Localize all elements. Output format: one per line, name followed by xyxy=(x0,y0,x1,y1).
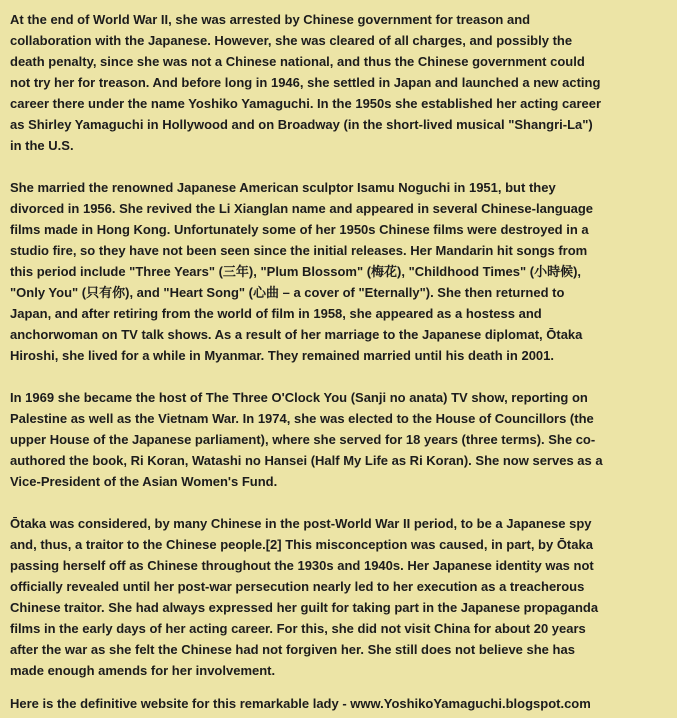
text-line: Ōtaka was considered, by many Chinese in the post-World War II period, to be a Japanese spy xyxy=(10,516,592,531)
text-line: films in the early days of her acting career. For this, she did not visit China for about 20 years xyxy=(10,621,586,636)
text-line: in the U.S. xyxy=(10,138,74,153)
text-line: studio fire, so they have not been seen since the initial releases. Her Mandarin hit songs from xyxy=(10,243,588,258)
text-line: collaboration with the Japanese. However, she was cleared of all charges, and possibly the xyxy=(10,33,573,48)
text-line: death penalty, since she was not a Chinese national, and thus the Chinese government could xyxy=(10,54,585,69)
text-line: Vice-President of the Asian Women's Fund. xyxy=(10,474,278,489)
text-line: divorced in 1956. She revived the Li Xianglan name and appeared in several Chinese-language xyxy=(10,201,594,216)
text-line: Japan, and after retiring from the world of film in 1958, she appeared as a hostess and xyxy=(10,306,542,321)
text-line: and, thus, a traitor to the Chinese people.[2] This misconception was caused, in part, by Ōtaka xyxy=(10,537,593,552)
text-line: passing herself off as Chinese throughout the 1930s and 1940s. Her Japanese identity was not xyxy=(10,558,594,573)
website-paragraph xyxy=(10,693,677,714)
paragraph xyxy=(10,177,677,366)
text-line: In 1969 she became the host of The Three O'Clock You (Sanji no anata) TV show, reporting on xyxy=(10,390,588,405)
text-line: authored the book, Ri Koran, Watashi no Hansei (Half My Life as Ri Koran). She now serves as a xyxy=(10,453,603,468)
text-line: upper House of the Japanese parliament), where she served for 18 years (three terms). She co- xyxy=(10,432,596,447)
text-line: after the war as she felt the Chinese had not forgiven her. She still does not believe she has xyxy=(10,642,575,657)
paragraph xyxy=(10,387,677,492)
text-line: Here is the definitive website for this remarkable lady - www.YoshikoYamaguchi.blogspot.com xyxy=(10,696,591,711)
text-line: as Shirley Yamaguchi in Hollywood and on Broadway (in the short-lived musical "Shangri-La") xyxy=(10,117,593,132)
paragraph xyxy=(10,513,677,681)
text-line: Chinese traitor. She had always expressed her guilt for taking part in the Japanese propaganda xyxy=(10,600,599,615)
text-line: career there under the name Yoshiko Yamaguchi. In the 1950s she established her acting career xyxy=(10,96,602,111)
text-line: anchorwoman on TV talk shows. As a result of her marriage to the Japanese diplomat, Ōtaka xyxy=(10,327,583,342)
text-line: officially revealed until her post-war persecution nearly led to her execution as a treacherous xyxy=(10,579,585,594)
text-line: "Only You" (只有你), and "Heart Song" (心曲 – a cover of "Eternally"). She then returned to xyxy=(10,285,565,300)
text-line: films made in Hong Kong. Unfortunately some of her 1950s Chinese films were destroyed in a xyxy=(10,222,589,237)
text-line: made enough amends for her involvement. xyxy=(10,663,276,678)
text-line: At the end of World War II, she was arrested by Chinese government for treason and xyxy=(10,12,531,27)
text-line: Hiroshi, she lived for a while in Myanmar. They remained married until his death in 2001. xyxy=(10,348,554,363)
text-line: not try her for treason. And before long in 1946, she settled in Japan and launched a new acting xyxy=(10,75,601,90)
text-line: this period include "Three Years" (三年), "Plum Blossom" (梅花), "Childhood Times" (小時候), xyxy=(10,264,582,279)
paragraph xyxy=(10,9,677,156)
text-line: Palestine as well as the Vietnam War. In 1974, she was elected to the House of Councillors (the xyxy=(10,411,594,426)
text-line: She married the renowned Japanese American sculptor Isamu Noguchi in 1951, but they xyxy=(10,180,556,195)
